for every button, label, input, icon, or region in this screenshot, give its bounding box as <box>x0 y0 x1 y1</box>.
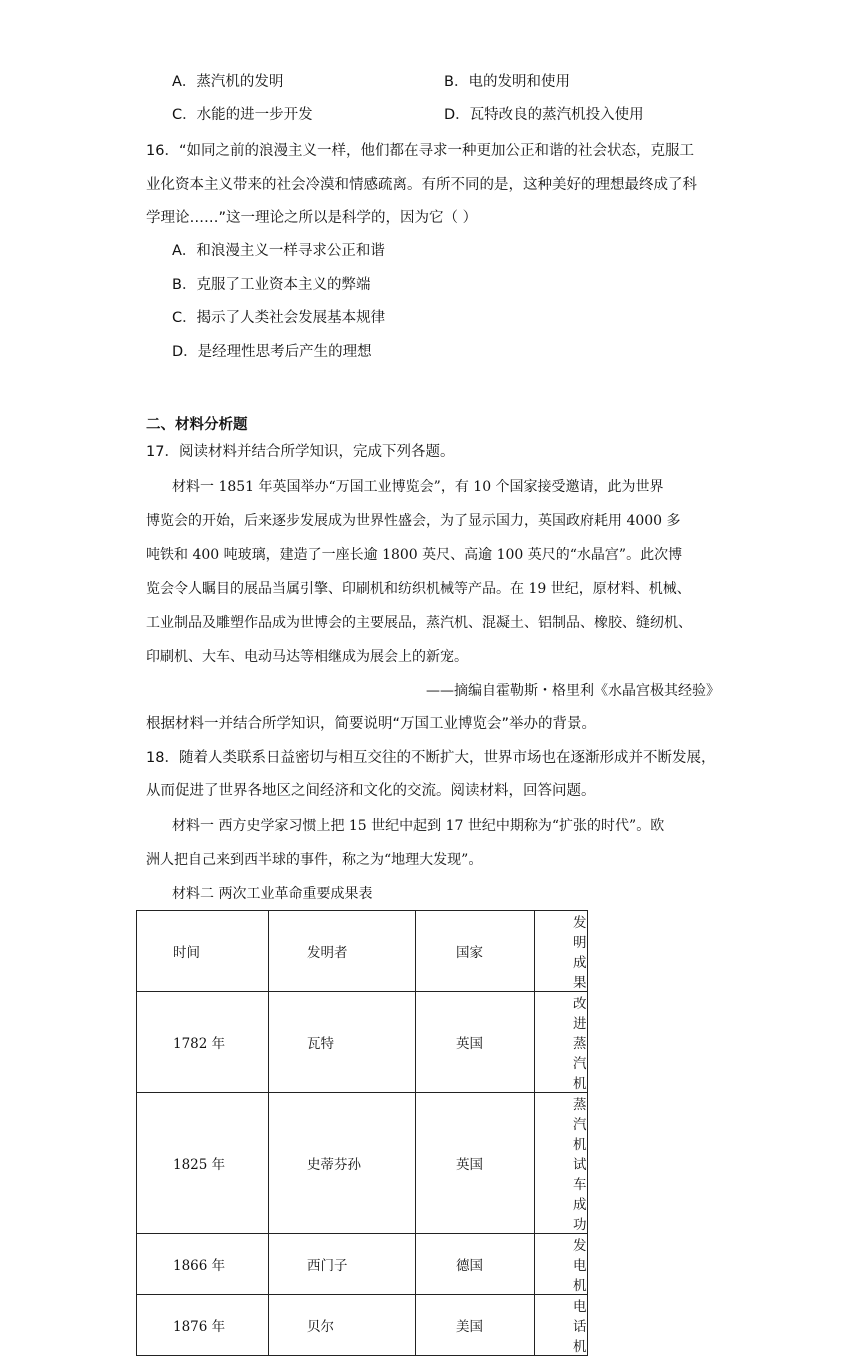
q16-option-c: C．揭示了人类社会发展基本规律 <box>172 310 386 326</box>
cell-achievement: 改进蒸汽机 <box>535 992 588 1093</box>
q17-material-line-3: 吨铁和 400 吨玻璃，建造了一座长逾 1800 英尺、高逾 100 英尺的“水晶宫”。此次博 <box>146 547 683 563</box>
q18-material2-title: 材料二 两次工业革命重要成果表 <box>172 886 373 902</box>
q17-material-line-5: 工业制品及雕塑作品成为世博会的主要展品，蒸汽机、混凝土、铝制品、橡胶、缝纫机、 <box>146 615 692 631</box>
cell-time: 1876 年 <box>137 1295 269 1356</box>
cell-inventor: 贝尔 <box>269 1295 416 1356</box>
cell-achievement: 电话机 <box>535 1295 588 1356</box>
q17-source: ——摘编自霍勒斯・格里利《水晶宫极其经验》 <box>426 683 720 699</box>
q17-material-line-6: 印刷机、大车、电动马达等相继成为展会上的新宠。 <box>146 649 468 665</box>
cell-achievement: 发电机 <box>535 1234 588 1295</box>
q17-material-line-1: 材料一 1851 年英国举办“万国工业博览会”，有 10 个国家接受邀请，此为世界 <box>172 479 664 495</box>
q16-stem-line-3: 学理论……”这一理论之所以是科学的，因为它（ ） <box>146 210 478 226</box>
q15-option-d: D．瓦特改良的蒸汽机投入使用 <box>444 107 644 123</box>
q16-option-b: B．克服了工业资本主义的弊端 <box>172 277 371 293</box>
q18-material1-line-1: 材料一 西方史学家习惯上把 15 世纪中起到 17 世纪中期称为“扩张的时代”。欧 <box>172 818 665 834</box>
header-achievement: 发明成果 <box>535 911 588 992</box>
q17-stem: 17．阅读材料并结合所学知识，完成下列各题。 <box>146 444 455 460</box>
q17-material-line-2: 博览会的开始，后来逐步发展成为世界性盛会，为了显示国力，英国政府耗用 4000 多 <box>146 513 681 529</box>
q17-material-line-4: 览会令人瞩目的展品当属引擎、印刷机和纺织机械等产品。在 19 世纪，原材料、机械、 <box>146 581 691 597</box>
table-row <box>137 1234 588 1295</box>
header-country: 国家 <box>416 911 535 992</box>
q18-material1-line-2: 洲人把自己来到西半球的事件，称之为“地理大发现”。 <box>146 852 483 868</box>
table-row <box>137 1093 588 1234</box>
cell-inventor: 瓦特 <box>269 992 416 1093</box>
results-table <box>136 910 588 1356</box>
q16-stem-line-1: 16．“如同之前的浪漫主义一样，他们都在寻求一种更加公正和谐的社会状态，克服工 <box>146 143 694 159</box>
table-header-row <box>137 911 588 992</box>
q18-stem-line-1: 18．随着人类联系日益密切与相互交往的不断扩大，世界市场也在逐渐形成并不断发展， <box>146 750 716 766</box>
cell-country: 德国 <box>416 1234 535 1295</box>
q16-option-a: A．和浪漫主义一样寻求公正和谐 <box>172 243 385 259</box>
q17-question: 根据材料一并结合所学知识，简要说明“万国工业博览会”举办的背景。 <box>146 716 597 732</box>
cell-achievement: 蒸汽机试车成功 <box>535 1093 588 1234</box>
cell-country: 英国 <box>416 1093 535 1234</box>
q15-option-b: B．电的发明和使用 <box>444 74 570 90</box>
cell-inventor: 西门子 <box>269 1234 416 1295</box>
section-heading: 二、材料分析题 <box>146 417 248 433</box>
q16-stem-line-2: 业化资本主义带来的社会冷漠和情感疏离。有所不同的是，这种美好的理想最终成了科 <box>146 177 697 193</box>
cell-country: 美国 <box>416 1295 535 1356</box>
table-row <box>137 992 588 1093</box>
header-inventor: 发明者 <box>269 911 416 992</box>
cell-time: 1782 年 <box>137 992 269 1093</box>
header-time: 时间 <box>137 911 269 992</box>
cell-country: 英国 <box>416 992 535 1093</box>
cell-time: 1866 年 <box>137 1234 269 1295</box>
q15-option-c: C．水能的进一步开发 <box>172 107 313 123</box>
q16-option-d: D．是经理性思考后产生的理想 <box>172 344 372 360</box>
cell-time: 1825 年 <box>137 1093 269 1234</box>
q15-option-a: A．蒸汽机的发明 <box>172 74 284 90</box>
q18-stem-line-2: 从而促进了世界各地区之间经济和文化的交流。阅读材料，回答问题。 <box>146 783 596 799</box>
cell-inventor: 史蒂芬孙 <box>269 1093 416 1234</box>
table-row <box>137 1295 588 1356</box>
